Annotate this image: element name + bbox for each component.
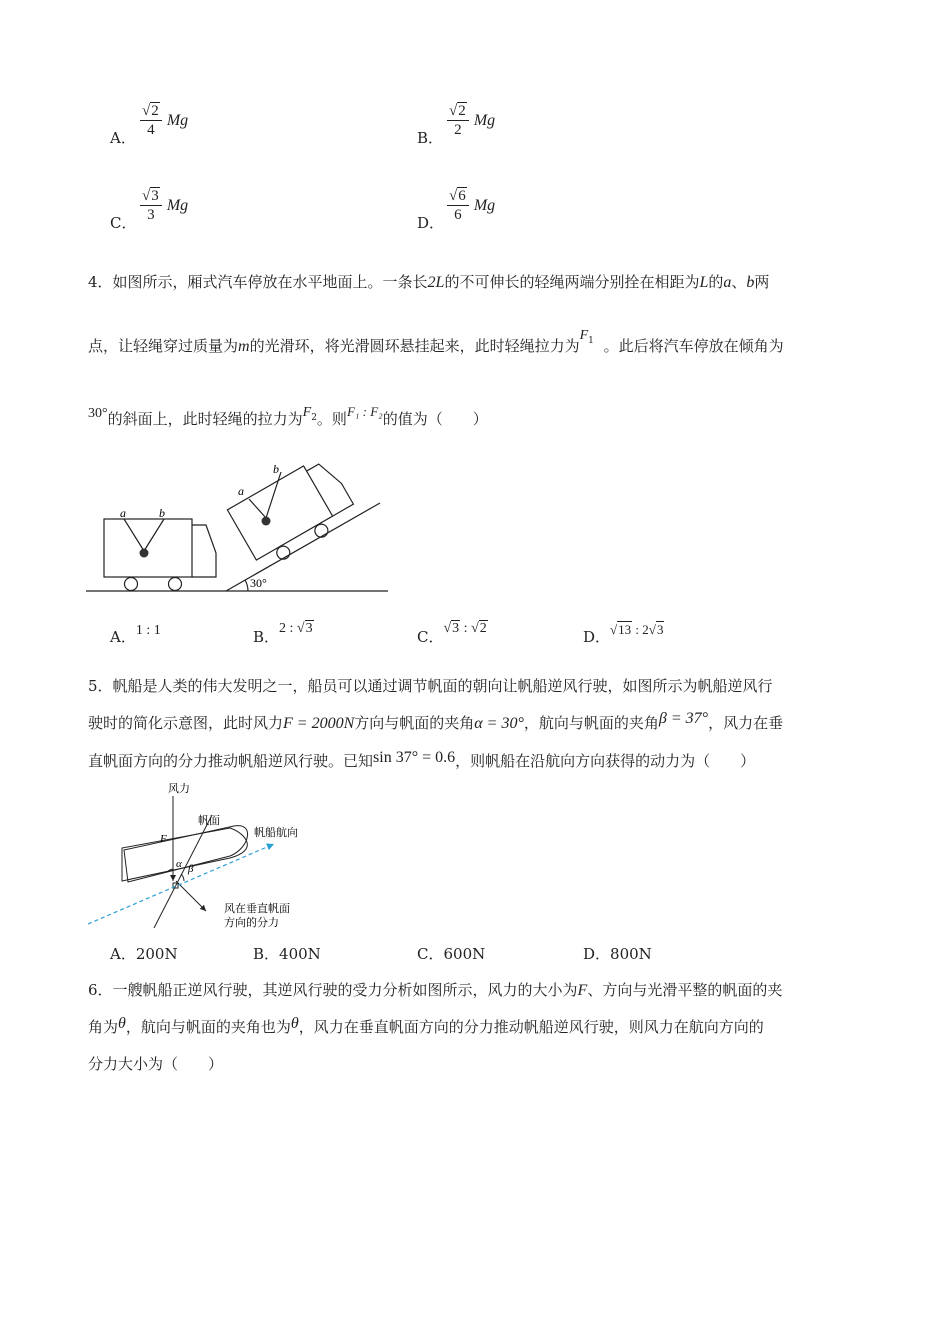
q6-math-theta: θ	[290, 1015, 299, 1032]
q6-math-theta: θ	[118, 1015, 126, 1032]
tilted-rope	[266, 472, 281, 518]
q4-option-d[interactable]: D．√13 : 2√3	[583, 622, 664, 646]
q4-text: 。此后将汽车停放在倾角为	[603, 337, 784, 355]
q4-text: 的不可伸长的轻绳两端分别拴在相距为	[444, 273, 700, 291]
q4-line-1	[88, 272, 769, 293]
beta-arc	[181, 874, 184, 881]
option-label: D．	[583, 628, 611, 646]
option-label: C．	[417, 628, 444, 646]
q5-math-beta: β = 37°	[658, 710, 709, 727]
q3-option-c[interactable]	[110, 213, 136, 233]
q4-math-m: m	[238, 338, 250, 355]
q3-option-a-formula: $\frac{√2}{4}$ Mg	[142, 103, 189, 138]
frac-den: 6	[454, 207, 462, 223]
q4-line-2	[88, 328, 784, 363]
q5-math-f: F = 2000N	[283, 715, 355, 732]
boat-hull	[122, 828, 247, 881]
q6-math-f: F	[577, 982, 588, 999]
frac-den: 4	[147, 122, 155, 138]
q4-option-a[interactable]	[110, 623, 161, 649]
ring	[140, 549, 149, 558]
label-course: 帆船航向	[254, 827, 298, 839]
tilted-ring	[262, 517, 271, 526]
q5-line-2	[88, 710, 784, 734]
q6-line-2	[88, 1017, 764, 1038]
option-sep: : 2	[632, 622, 649, 637]
truck-wheel	[125, 578, 138, 591]
q3-option-d-formula: $\frac{√6}{6}$ Mg	[449, 188, 496, 223]
q4-text: 点，让轻绳穿过质量为	[88, 337, 239, 355]
label-wind: 风力	[168, 783, 190, 795]
q4-math-30deg: 30°	[88, 406, 108, 421]
q5-text: ，风力在垂	[708, 714, 784, 732]
q5-text: ，则帆船在沿航向方向获得的动力为（ ）	[455, 752, 756, 770]
q3-option-c-formula: $\frac{√3}{3}$ Mg	[142, 188, 189, 223]
option-radicand: 3	[452, 621, 460, 636]
q5-option-a[interactable]: A．200N	[110, 945, 178, 963]
f2-letter: F	[302, 405, 312, 420]
f1-letter: F	[579, 328, 589, 343]
q4-math-f2	[302, 402, 317, 423]
label-b: b	[159, 506, 165, 520]
q4-math-l: L	[699, 274, 709, 291]
q4-text: 的值为（ ）	[382, 410, 488, 428]
q5-text: 方向与帆面的夹角	[354, 714, 475, 732]
option-sep: :	[460, 621, 472, 636]
q5-text: 驶时的简化示意图，此时风力	[88, 714, 284, 732]
sail-line	[154, 815, 212, 928]
formula-suffix: Mg	[473, 197, 496, 214]
q6-text: 、方向与光滑平整的帆面的夹	[587, 981, 783, 999]
q4-text: 的	[708, 273, 724, 291]
option-label: D．	[417, 214, 445, 232]
angle-arc	[245, 580, 248, 591]
q4-math-f1	[580, 324, 604, 351]
option-radicand: 2	[479, 621, 487, 636]
option-label: A．	[110, 129, 136, 147]
q6-text: 6．一艘帆船正逆风行驶，其逆风行驶的受力分析如图所示，风力的大小为	[88, 981, 578, 999]
option-radicand: 3	[656, 622, 664, 637]
frac-num: 3	[151, 188, 159, 204]
f2-sub: 2	[311, 413, 317, 423]
q4-text: 4．如图所示，厢式汽车停放在水平地面上。一条长	[88, 273, 428, 291]
q6-line-1	[88, 980, 782, 1001]
boat-body	[124, 826, 248, 882]
q5-option-b[interactable]: B．400N	[253, 945, 321, 963]
q6-text: ，风力在垂直帆面方向的分力推动帆船逆风行驶，则风力在航向方向的	[298, 1018, 764, 1036]
tilted-truck-box	[227, 466, 332, 560]
rope	[124, 519, 144, 551]
option-value: 2 :	[279, 621, 297, 636]
frac-num: 2	[458, 103, 466, 119]
q5-line-1: 5．帆船是人类的伟大发明之一，船员可以通过调节帆面的朝向让帆船逆风行驶，如图所示为帆船逆风行	[88, 677, 773, 695]
q4-text: 的斜面上，此时轻绳的拉力为	[107, 410, 303, 428]
tilted-truck-wheel	[274, 544, 292, 562]
q4-math-b: b	[746, 274, 755, 291]
perp-force-arrow	[176, 881, 206, 911]
formula-suffix: Mg	[473, 112, 496, 129]
q4-math-a: a	[723, 274, 732, 291]
q6-text: 角为	[88, 1018, 119, 1036]
q5-line-3	[88, 751, 755, 772]
q4-line-3	[88, 404, 488, 436]
option-label: A．	[110, 628, 136, 646]
q5-option-d[interactable]: D．800N	[583, 945, 652, 963]
q3-option-b-formula: $\frac{√2}{2}$ Mg	[449, 103, 496, 138]
label-alpha: α	[176, 858, 182, 870]
q3-option-b[interactable]	[417, 128, 443, 148]
q4-math-2l: 2L	[427, 274, 445, 291]
label-sail: 帆面	[198, 815, 220, 827]
q5-math-alpha: α = 30°	[474, 715, 524, 732]
label-a-tilted: a	[238, 484, 244, 498]
q5-math-sin: sin 37° = 0.6	[373, 749, 456, 766]
truck-wheel	[169, 578, 182, 591]
formula-suffix: Mg	[166, 197, 189, 214]
q4-text: 、	[731, 273, 747, 291]
option-label: C．	[110, 214, 137, 232]
truck-box	[104, 519, 192, 577]
q4-text: 两	[754, 273, 770, 291]
option-label: B．	[253, 628, 280, 646]
q4-option-b[interactable]: B．2 : √3	[253, 621, 313, 646]
f1-sub: 1	[588, 336, 594, 346]
tilted-truck-wheel	[313, 522, 331, 540]
q5-option-c[interactable]: C．600N	[417, 945, 486, 963]
q3-option-a[interactable]	[110, 128, 136, 148]
q4-text: 。则	[316, 410, 347, 428]
q3-option-d[interactable]	[417, 213, 444, 233]
q5-text: 直帆面方向的分力推动帆船逆风行驶。已知	[88, 752, 374, 770]
formula-suffix: Mg	[166, 112, 189, 129]
tilted-truck-cab	[307, 459, 354, 516]
frac-den: 2	[454, 122, 462, 138]
q4-math-ratio: F₁ : F₂	[346, 404, 383, 419]
label-f: F	[160, 833, 167, 845]
option-radicand: 13	[618, 622, 632, 637]
label-perp-2: 方向的分力	[224, 917, 279, 929]
q5-text: ，航向与帆面的夹角	[523, 714, 659, 732]
label-b-tilted: b	[273, 462, 279, 476]
label-angle: 30°	[250, 576, 267, 590]
truck-cab	[192, 525, 216, 577]
q4-option-c[interactable]: C．√3 : √2	[417, 621, 487, 646]
label-beta: β	[188, 863, 194, 875]
q6-line-3: 分力大小为（ ）	[88, 1055, 224, 1073]
frac-den: 3	[147, 207, 155, 223]
label-perp-1: 风在垂直帆面	[224, 903, 290, 915]
frac-num: 2	[151, 103, 159, 119]
label-a: a	[120, 506, 126, 520]
option-value: 1 : 1	[135, 623, 161, 638]
frac-num: 6	[458, 188, 466, 204]
q4-text: 的光滑环，将光滑圆环悬挂起来，此时轻绳拉力为	[249, 337, 580, 355]
q6-text: ，航向与帆面的夹角也为	[125, 1018, 291, 1036]
option-radicand: 3	[305, 621, 313, 636]
tilted-rope	[249, 499, 266, 518]
q4-figure	[80, 455, 400, 600]
option-label: B．	[417, 129, 444, 147]
rope	[144, 519, 164, 551]
q5-figure	[80, 778, 380, 936]
